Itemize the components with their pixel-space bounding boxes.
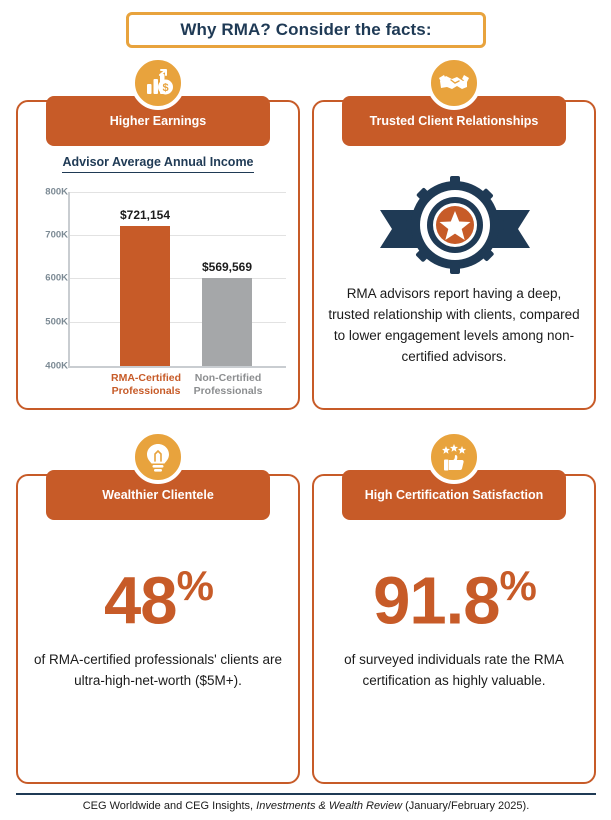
grid-line xyxy=(68,278,286,279)
header-banner xyxy=(126,12,486,48)
star-badge-ribbon-icon xyxy=(370,170,540,280)
stat-description-wealthier: of RMA-certified professionals' clients are ultra-high-net-worth ($5M+). xyxy=(34,652,282,688)
chip-label: Higher Earnings xyxy=(109,114,207,128)
chip-label: Wealthier Clientele xyxy=(102,488,214,502)
grid-line xyxy=(68,322,286,323)
page-title: Why RMA? Consider the facts: xyxy=(180,20,432,39)
bar-value-label: $569,569 xyxy=(201,260,253,274)
stat-percent-symbol: % xyxy=(176,562,212,609)
y-tick-label: 800K xyxy=(45,186,68,198)
stat-number: 48 xyxy=(104,563,177,639)
footer-prefix: CEG Worldwide and CEG Insights, xyxy=(82,800,257,812)
bar-category-label: RMA-Certified Professionals xyxy=(111,372,181,398)
grid-line xyxy=(68,192,286,193)
y-tick-label: 400K xyxy=(45,360,68,372)
trust-body-text: RMA advisors report having a deep, trusted relationship with clients, compared to lower engagement levels among non-certified advisors. xyxy=(328,286,580,364)
svg-text:$: $ xyxy=(162,82,169,94)
footer-divider xyxy=(16,793,596,795)
handshake-icon xyxy=(427,56,481,110)
footer-source xyxy=(16,800,596,812)
footer-publication: Investments & Wealth Review xyxy=(256,800,403,812)
bar-category-label: Non-Certified Professionals xyxy=(193,372,263,398)
stat-percent-symbol: % xyxy=(499,562,535,609)
y-axis xyxy=(68,192,70,368)
stat-description-satisfaction: of surveyed individuals rate the RMA certification as highly valuable. xyxy=(344,652,564,688)
thumbs-up-stars-icon xyxy=(427,430,481,484)
income-bar-chart xyxy=(16,186,300,410)
y-tick-label: 600K xyxy=(45,272,68,284)
stat-number: 91.8 xyxy=(373,563,500,639)
chip-label: Trusted Client Relationships xyxy=(369,114,539,128)
bar-value-label: $721,154 xyxy=(119,208,171,222)
bar-rma-certified xyxy=(120,226,170,366)
bar-chart-dollar-icon xyxy=(131,56,185,110)
stat-wealthier-clientele xyxy=(16,562,300,639)
x-axis xyxy=(68,366,286,368)
bar-non-certified xyxy=(202,278,252,366)
footer-suffix: (January/February 2025). xyxy=(402,800,530,812)
y-tick-label: 500K xyxy=(45,316,68,328)
chip-label: High Certification Satisfaction xyxy=(364,488,544,502)
grid-line xyxy=(68,235,286,236)
lightbulb-idea-icon xyxy=(131,430,185,484)
stat-high-certification-satisfaction xyxy=(312,562,596,639)
chart-title: Advisor Average Annual Income xyxy=(16,155,300,169)
y-tick-label: 700K xyxy=(45,229,68,241)
